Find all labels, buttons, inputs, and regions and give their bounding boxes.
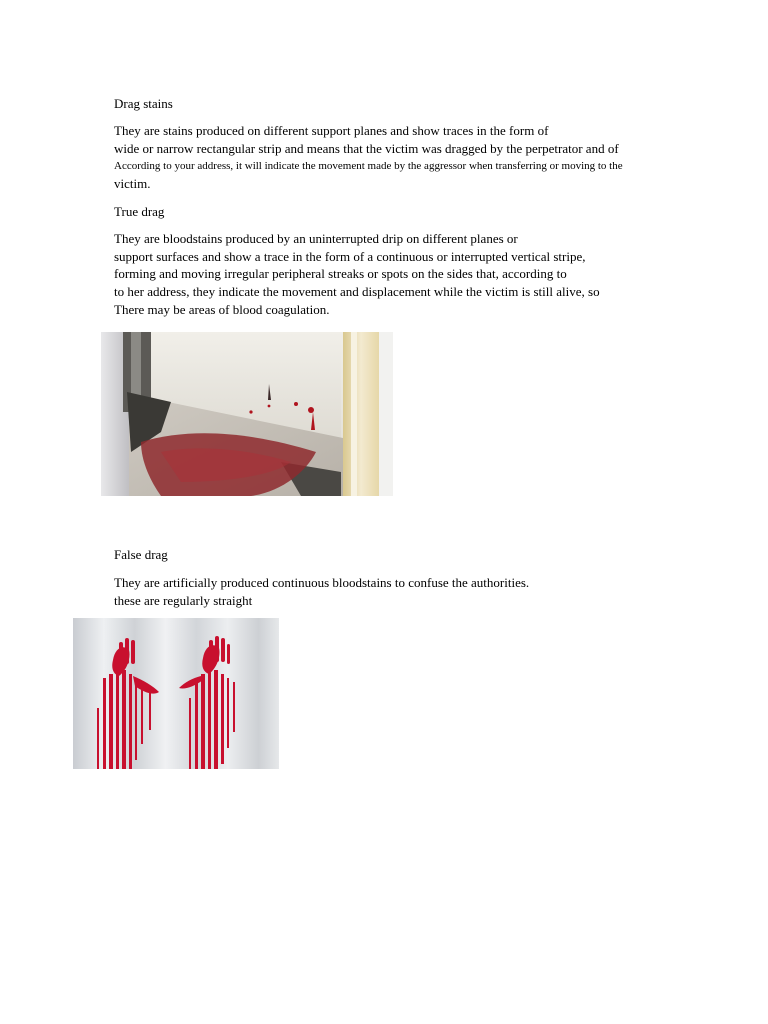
true-drag-line-5: There may be areas of blood coagulation. — [114, 302, 330, 317]
drag-stains-line-2: wide or narrow rectangular strip and means that the victim was dragged by the perpetrator and of — [114, 141, 619, 156]
drag-stains-line-4: victim. — [114, 176, 151, 191]
false-drag-line-1: They are artificially produced continuous bloodstains to confuse the authorities. — [114, 575, 530, 590]
true-drag-line-1: They are bloodstains produced by an uninterrupted drip on different planes or — [114, 231, 518, 246]
false-drag-line-2: these are regularly straight — [114, 593, 253, 608]
true-drag-line-4: to her address, they indicate the movement and displacement while the victim is still alive, so — [114, 284, 600, 299]
true-drag-photo — [101, 332, 393, 496]
false-drag-heading: False drag — [114, 547, 168, 562]
drag-stains-heading: Drag stains — [114, 96, 173, 111]
true-drag-line-3: forming and moving irregular peripheral streaks or spots on the sides that, according to — [114, 266, 567, 281]
true-drag-heading: True drag — [114, 204, 165, 219]
false-drag-photo — [73, 618, 279, 769]
drag-stains-line-1: They are stains produced on different support planes and show traces in the form of — [114, 123, 549, 138]
true-drag-line-2: support surfaces and show a trace in the form of a continuous or interrupted vertical stripe, — [114, 249, 586, 264]
drag-stains-line-3: According to your address, it will indicate the movement made by the aggressor when transferring or moving to the — [114, 160, 623, 172]
